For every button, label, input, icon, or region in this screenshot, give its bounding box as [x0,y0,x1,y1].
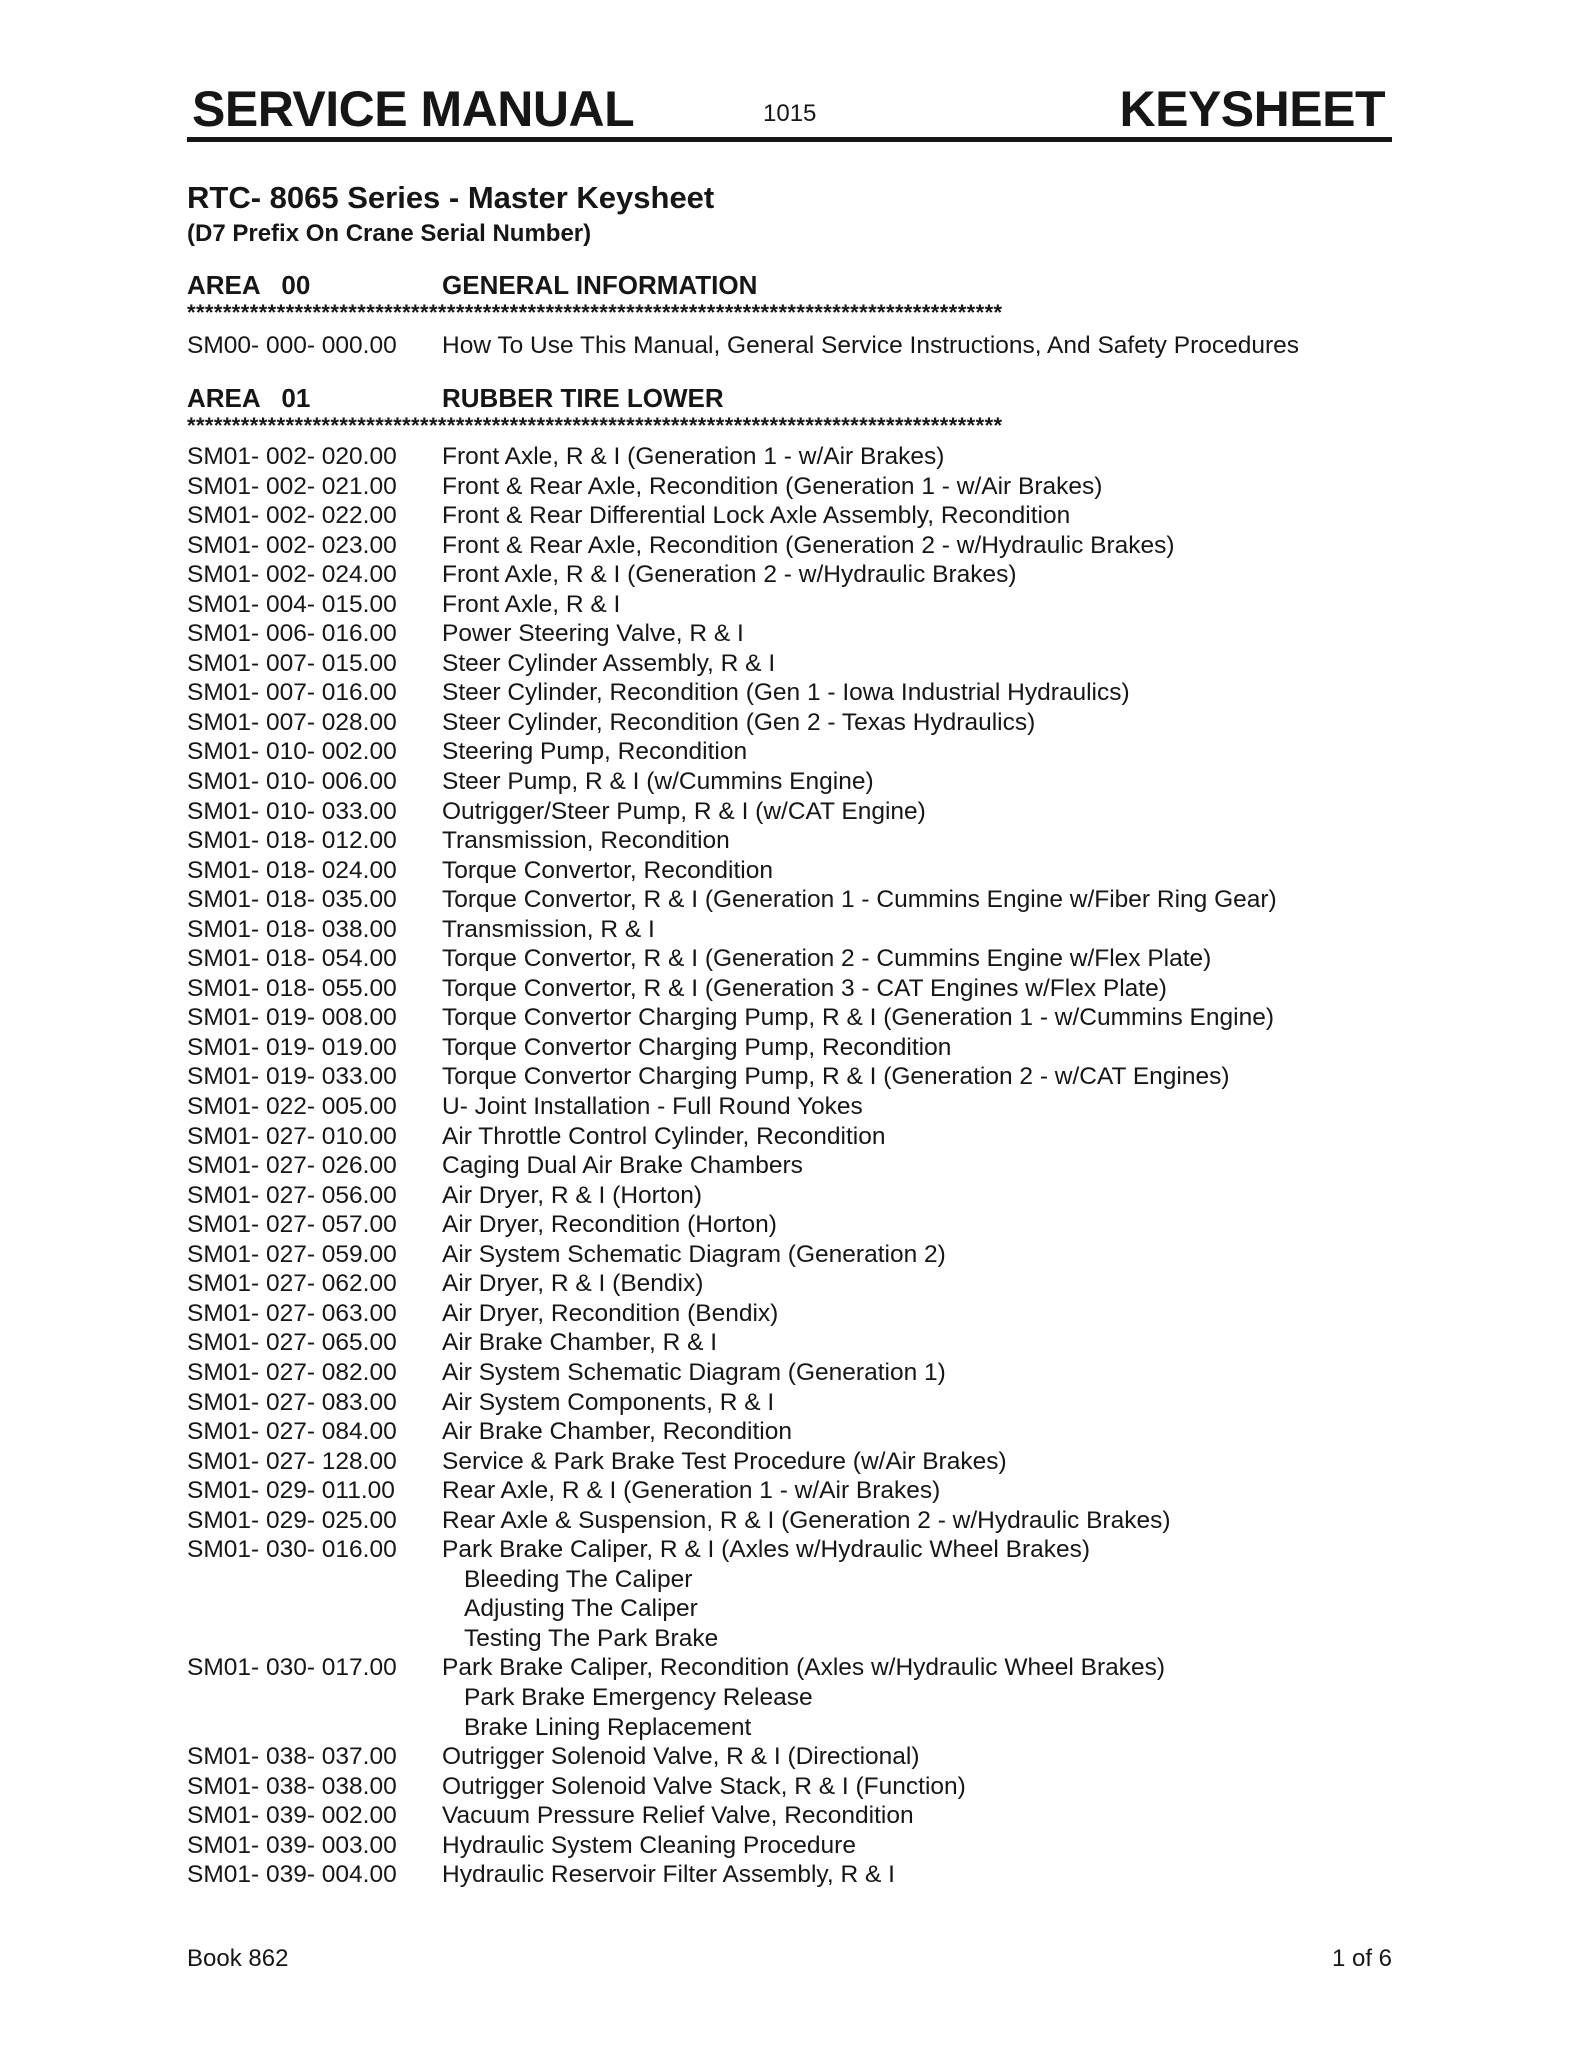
section-number: SM01- 038- 037.00 [187,1743,397,1771]
section-number: SM00- 000- 000.00 [187,332,397,359]
list-item [187,1506,1397,1536]
list-item [187,1299,1397,1329]
section-number: SM01- 018- 035.00 [187,886,397,914]
list-item [187,1210,1397,1240]
section-number: SM01- 029- 011.00 [187,1477,395,1505]
section-description: Rear Axle, R & I (Generation 1 - w/Air Brakes) [442,1477,941,1505]
list-item [187,1417,1397,1447]
section-subtopic: Park Brake Emergency Release [464,1683,813,1711]
list-item [187,1240,1397,1270]
section-subtopic: Testing The Park Brake [464,1624,719,1652]
section-number: SM01- 007- 015.00 [187,649,397,677]
list-item [187,1033,1397,1063]
list-item [187,1683,1397,1713]
section-description: Steer Cylinder, Recondition (Gen 1 - Iowa Industrial Hydraulics) [442,679,1130,707]
area-code: AREA 00 [187,270,311,300]
section-description: Transmission, R & I [442,915,655,943]
header-code: 1015 [763,100,817,127]
section-subtopic: Brake Lining Replacement [464,1713,752,1741]
section-description: Torque Convertor Charging Pump, Recondition [442,1033,952,1061]
list-item [187,737,1397,767]
section-description: Service & Park Brake Test Procedure (w/Air Brakes) [442,1447,1007,1475]
list-item [187,619,1397,649]
section-number: SM01- 027- 057.00 [187,1211,397,1239]
list-item [187,1742,1397,1772]
list-item [187,767,1397,797]
section-number: SM01- 010- 002.00 [187,738,397,766]
list-item [187,1831,1397,1861]
list-item [187,1713,1397,1743]
section-description: Torque Convertor, R & I (Generation 2 - Cummins Engine w/Flex Plate) [442,945,1212,973]
section-description: Steer Cylinder Assembly, R & I [442,649,776,677]
section-number: SM01- 027- 063.00 [187,1299,397,1327]
section-description: How To Use This Manual, General Service Instructions, And Safety Procedures [442,332,1300,359]
list-item [187,1653,1397,1683]
area-name: GENERAL INFORMATION [442,270,758,300]
section-description: Outrigger Solenoid Valve Stack, R & I (Function) [442,1772,966,1800]
list-item [187,826,1397,856]
section-description: Air Throttle Control Cylinder, Recondition [442,1122,886,1150]
section-description: Air Dryer, Recondition (Horton) [442,1211,777,1239]
header-manual-title: SERVICE MANUAL [192,81,635,137]
section-description: Vacuum Pressure Relief Valve, Recondition [442,1802,914,1830]
section-description: Hydraulic Reservoir Filter Assembly, R & I [442,1861,895,1889]
section-description: Front Axle, R & I [442,590,621,618]
section-description: Air System Schematic Diagram (Generation 1) [442,1358,946,1386]
list-item [187,1624,1397,1654]
section-description: U- Joint Installation - Full Round Yokes [442,1093,863,1121]
section-number: SM01- 027- 084.00 [187,1418,397,1446]
section-description: Air Dryer, R & I (Bendix) [442,1270,704,1298]
list-item [187,1328,1397,1358]
area-separator: ******************************************************************************************* [187,302,1003,324]
section-description: Torque Convertor, R & I (Generation 1 - Cummins Engine w/Fiber Ring Gear) [442,886,1277,914]
list-item [187,1269,1397,1299]
section-number: SM01- 010- 033.00 [187,797,397,825]
section-description: Steering Pump, Recondition [442,738,748,766]
section-number: SM01- 018- 024.00 [187,856,397,884]
section-description: Air System Components, R & I [442,1388,775,1416]
list-item [187,856,1397,886]
section-description: Steer Cylinder, Recondition (Gen 2 - Texas Hydraulics) [442,708,1036,736]
section-number: SM01- 027- 010.00 [187,1122,397,1150]
section-number: SM01- 019- 019.00 [187,1033,397,1061]
section-description: Caging Dual Air Brake Chambers [442,1152,803,1180]
section-description: Outrigger/Steer Pump, R & I (w/CAT Engine) [442,797,926,825]
list-item [187,1388,1397,1418]
list-item [187,501,1397,531]
section-number: SM01- 022- 005.00 [187,1093,397,1121]
list-item [187,1535,1397,1565]
section-description: Air Dryer, Recondition (Bendix) [442,1299,779,1327]
section-description: Transmission, Recondition [442,827,730,855]
section-number: SM01- 002- 020.00 [187,443,397,470]
section-description: Air Dryer, R & I (Horton) [442,1181,703,1209]
section-number: SM01- 027- 062.00 [187,1270,397,1298]
list-item [187,1181,1397,1211]
section-number: SM01- 018- 055.00 [187,974,397,1002]
section-number: SM01- 002- 021.00 [187,472,397,500]
section-description: Front Axle, R & I (Generation 2 - w/Hydraulic Brakes) [442,561,1017,589]
area-separator: ******************************************************************************************* [187,415,1003,437]
section-number: SM01- 002- 023.00 [187,531,397,559]
section-number: SM01- 030- 017.00 [187,1654,397,1682]
section-description: Hydraulic System Cleaning Procedure [442,1831,856,1859]
footer-page-count: 1 of 6 [1331,1945,1392,1972]
list-item [187,1122,1397,1152]
section-number: SM01- 006- 016.00 [187,620,397,648]
section-description: Steer Pump, R & I (w/Cummins Engine) [442,768,874,796]
list-item [187,1447,1397,1477]
section-description: Air Brake Chamber, Recondition [442,1418,792,1446]
list-item [187,1358,1397,1388]
section-description: Front & Rear Differential Lock Axle Assembly, Recondition [442,502,1071,530]
section-description: Torque Convertor, R & I (Generation 3 - CAT Engines w/Flex Plate) [442,974,1167,1002]
footer-book: Book 862 [187,1945,289,1972]
area-01-entry-list [187,442,1397,1890]
list-item [187,590,1397,620]
list-item [187,1151,1397,1181]
list-item [187,1565,1397,1595]
section-number: SM01- 027- 083.00 [187,1388,397,1416]
list-item [187,649,1397,679]
list-item [187,944,1397,974]
section-number: SM01- 027- 056.00 [187,1181,397,1209]
section-description: Outrigger Solenoid Valve, R & I (Directional) [442,1743,920,1771]
section-description: Air Brake Chamber, R & I [442,1329,718,1357]
list-item [187,678,1397,708]
section-number: SM01- 018- 054.00 [187,945,397,973]
page-header [187,80,1392,142]
list-item [187,797,1397,827]
section-subtopic: Bleeding The Caliper [464,1565,693,1593]
section-description: Air System Schematic Diagram (Generation 2) [442,1240,946,1268]
section-description: Front & Rear Axle, Recondition (Generation 1 - w/Air Brakes) [442,472,1103,500]
list-item [187,531,1397,561]
list-item [187,885,1397,915]
section-number: SM01- 038- 038.00 [187,1772,397,1800]
page-title: RTC- 8065 Series - Master Keysheet [187,180,715,215]
list-item [187,974,1397,1004]
section-number: SM01- 004- 015.00 [187,590,397,618]
section-number: SM01- 027- 128.00 [187,1447,397,1475]
list-item [187,472,1397,502]
list-item [187,915,1397,945]
list-item [187,1092,1397,1122]
section-description: Torque Convertor Charging Pump, R & I (Generation 1 - w/Cummins Engine) [442,1004,1274,1032]
section-description: Torque Convertor Charging Pump, R & I (Generation 2 - w/CAT Engines) [442,1063,1230,1091]
section-number: SM01- 039- 002.00 [187,1802,397,1830]
list-item [187,1476,1397,1506]
list-item [187,1860,1397,1890]
list-item [187,1801,1397,1831]
list-item [187,708,1397,738]
section-number: SM01- 002- 024.00 [187,561,397,589]
section-description: Power Steering Valve, R & I [442,620,744,648]
section-number: SM01- 039- 004.00 [187,1861,397,1889]
section-number: SM01- 027- 082.00 [187,1358,397,1386]
area-name: RUBBER TIRE LOWER [442,383,724,413]
section-number: SM01- 010- 006.00 [187,768,397,796]
section-number: SM01- 007- 028.00 [187,708,397,736]
section-number: SM01- 030- 016.00 [187,1536,397,1564]
section-description: Front Axle, R & I (Generation 1 - w/Air Brakes) [442,443,945,470]
section-number: SM01- 027- 065.00 [187,1329,397,1357]
page-subtitle: (D7 Prefix On Crane Serial Number) [187,220,592,247]
section-number: SM01- 018- 012.00 [187,827,397,855]
section-number: SM01- 019- 033.00 [187,1063,397,1091]
section-description: Rear Axle & Suspension, R & I (Generation 2 - w/Hydraulic Brakes) [442,1506,1171,1534]
section-number: SM01- 027- 059.00 [187,1240,397,1268]
list-item [187,1594,1397,1624]
header-rule [187,137,1392,142]
section-number: SM01- 029- 025.00 [187,1506,397,1534]
section-number: SM01- 019- 008.00 [187,1004,397,1032]
section-number: SM01- 027- 026.00 [187,1152,397,1180]
list-item [187,1772,1397,1802]
section-description: Front & Rear Axle, Recondition (Generation 2 - w/Hydraulic Brakes) [442,531,1175,559]
header-keysheet-title: KEYSHEET [1119,81,1385,137]
area-code: AREA 01 [187,383,311,413]
section-number: SM01- 002- 022.00 [187,502,397,530]
section-number: SM01- 039- 003.00 [187,1831,397,1859]
list-item [187,1062,1397,1092]
section-description: Park Brake Caliper, R & I (Axles w/Hydraulic Wheel Brakes) [442,1536,1091,1564]
section-description: Park Brake Caliper, Recondition (Axles w/Hydraulic Wheel Brakes) [442,1654,1166,1682]
list-item [187,442,1397,472]
section-subtopic: Adjusting The Caliper [464,1595,698,1623]
section-number: SM01- 018- 038.00 [187,915,397,943]
section-number: SM01- 007- 016.00 [187,679,397,707]
list-item [187,1003,1397,1033]
section-description: Torque Convertor, Recondition [442,856,773,884]
list-item [187,560,1397,590]
